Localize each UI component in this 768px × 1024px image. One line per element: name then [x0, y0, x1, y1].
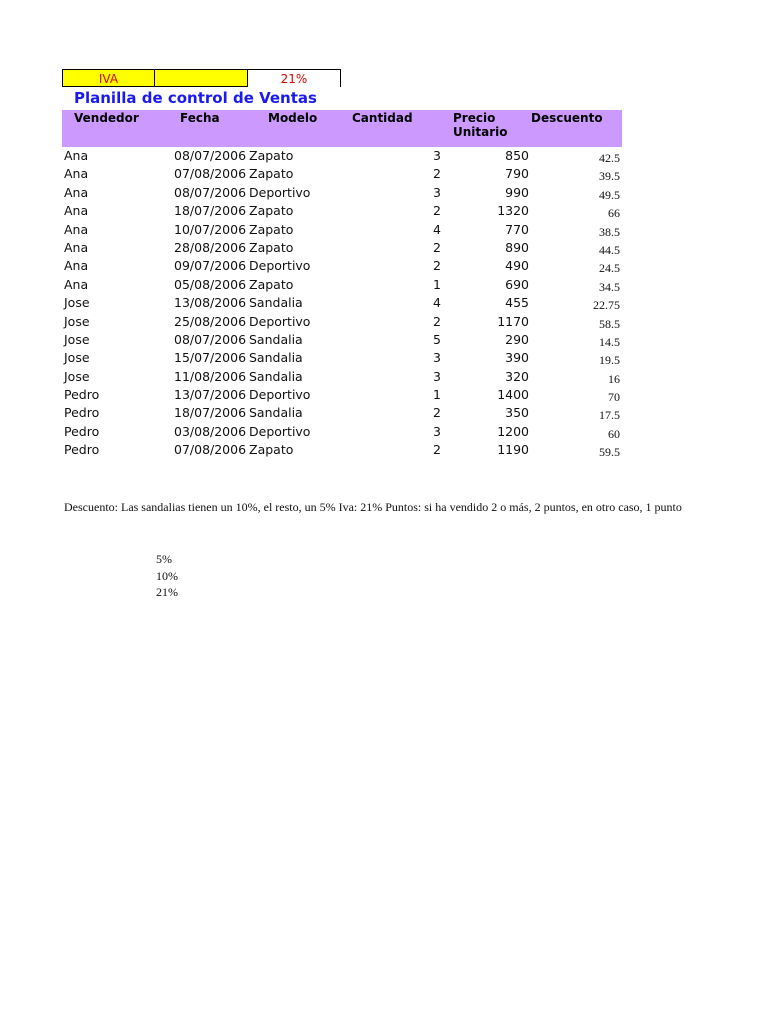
cell-modelo[interactable]: Sandalia	[249, 295, 303, 311]
cell-cantidad[interactable]: 2	[433, 313, 441, 329]
table-body	[0, 147, 768, 460]
table-row	[0, 276, 768, 294]
cell-descuento[interactable]: 59.5	[599, 445, 620, 460]
cell-cantidad[interactable]: 2	[433, 442, 441, 458]
cell-cantidad[interactable]: 4	[433, 295, 441, 311]
cell-modelo[interactable]: Zapato	[249, 148, 294, 163]
table-row	[0, 331, 768, 349]
percentage-cell[interactable]: 5%	[156, 552, 172, 566]
cell-modelo[interactable]: Zapato	[249, 442, 294, 458]
cell-modelo[interactable]: Sandalia	[249, 350, 303, 366]
cell-fecha[interactable]: 07/08/2006	[174, 166, 247, 182]
cell-cantidad[interactable]: 3	[433, 148, 441, 163]
table-row	[0, 184, 768, 202]
cell-fecha[interactable]: 10/07/2006	[174, 221, 247, 237]
cell-modelo[interactable]: Zapato	[249, 221, 294, 237]
cell-descuento[interactable]: 70	[608, 390, 620, 405]
header-precio-unitario[interactable]	[453, 111, 508, 139]
cell-vendedor[interactable]: Ana	[64, 258, 89, 274]
cell-modelo[interactable]: Zapato	[249, 166, 294, 182]
percentage-cell[interactable]: 21%	[156, 585, 178, 599]
cell-precio[interactable]: 1170	[497, 313, 529, 329]
cell-vendedor[interactable]: Pedro	[64, 423, 100, 439]
cell-fecha[interactable]: 07/08/2006	[174, 442, 247, 458]
cell-fecha[interactable]: 08/07/2006	[174, 331, 247, 347]
header-cantidad[interactable]: Cantidad	[352, 111, 413, 125]
cell-descuento[interactable]: 60	[608, 426, 620, 441]
cell-fecha[interactable]: 13/07/2006	[174, 387, 247, 403]
cell-vendedor[interactable]: Ana	[64, 203, 89, 219]
cell-fecha[interactable]: 08/07/2006	[174, 184, 247, 200]
cell-vendedor[interactable]: Jose	[64, 313, 90, 329]
table-row	[0, 386, 768, 404]
cell-descuento[interactable]: 16	[608, 371, 620, 386]
cell-precio[interactable]: 490	[505, 258, 529, 274]
cell-precio[interactable]: 390	[505, 350, 529, 366]
cell-cantidad[interactable]: 3	[433, 423, 441, 439]
cell-descuento[interactable]: 14.5	[599, 334, 620, 349]
cell-vendedor[interactable]: Ana	[64, 184, 89, 200]
note-text[interactable]: Descuento: Las sandalias tienen un 10%, el resto, un 5% Iva: 21% Puntos: si ha vendido 2 o más, 2 puntos, en otro caso, 1 punto	[64, 500, 682, 514]
cell-cantidad[interactable]: 3	[433, 184, 441, 200]
table-row	[0, 165, 768, 183]
cell-modelo[interactable]: Deportivo	[249, 387, 311, 403]
cell-vendedor[interactable]: Ana	[64, 276, 89, 292]
cell-precio[interactable]: 770	[505, 221, 529, 237]
header-modelo[interactable]: Modelo	[268, 111, 318, 125]
cell-vendedor[interactable]: Ana	[64, 148, 89, 163]
cell-precio[interactable]: 455	[505, 295, 529, 311]
table-row	[0, 368, 768, 386]
cell-fecha[interactable]: 18/07/2006	[174, 203, 247, 219]
cell-precio[interactable]: 690	[505, 276, 529, 292]
cell-fecha[interactable]: 11/08/2006	[174, 368, 247, 384]
table-row	[0, 423, 768, 441]
iva-band	[62, 69, 341, 88]
cell-modelo[interactable]: Sandalia	[249, 405, 303, 421]
cell-modelo[interactable]: Deportivo	[249, 184, 311, 200]
table-row	[0, 239, 768, 257]
cell-fecha[interactable]: 03/08/2006	[174, 423, 247, 439]
cell-descuento[interactable]: 42.5	[599, 151, 620, 165]
table-row	[0, 257, 768, 275]
cell-fecha[interactable]: 28/08/2006	[174, 239, 247, 255]
cell-descuento[interactable]: 19.5	[599, 353, 620, 368]
cell-vendedor[interactable]: Ana	[64, 221, 89, 237]
table-row	[0, 404, 768, 422]
table-row	[0, 349, 768, 367]
header-descuento[interactable]: Descuento	[531, 111, 603, 125]
cell-modelo[interactable]: Zapato	[249, 239, 294, 255]
cell-descuento[interactable]: 66	[608, 206, 620, 221]
cell-modelo[interactable]: Zapato	[249, 276, 294, 292]
table-row	[0, 294, 768, 312]
cell-precio[interactable]: 320	[505, 368, 529, 384]
iva-label-cell[interactable]: IVA	[62, 69, 155, 87]
cell-cantidad[interactable]: 2	[433, 239, 441, 255]
cell-vendedor[interactable]: Ana	[64, 239, 89, 255]
cell-vendedor[interactable]: Ana	[64, 166, 89, 182]
cell-vendedor[interactable]: Pedro	[64, 442, 100, 458]
cell-fecha[interactable]: 18/07/2006	[174, 405, 247, 421]
cell-descuento[interactable]: 24.5	[599, 261, 620, 276]
table-row	[0, 313, 768, 331]
cell-precio[interactable]: 350	[505, 405, 529, 421]
cell-cantidad[interactable]: 3	[433, 368, 441, 384]
cell-descuento[interactable]: 58.5	[599, 316, 620, 331]
cell-cantidad[interactable]: 2	[433, 258, 441, 274]
cell-modelo[interactable]: Deportivo	[249, 258, 311, 274]
cell-cantidad[interactable]: 3	[433, 350, 441, 366]
table-row	[0, 441, 768, 459]
header-precio-line1: Precio	[453, 111, 496, 125]
cell-precio[interactable]: 1400	[497, 387, 529, 403]
cell-fecha[interactable]: 08/07/2006	[174, 148, 247, 163]
cell-descuento[interactable]: 34.5	[599, 279, 620, 294]
iva-middle-cell[interactable]	[154, 69, 248, 87]
cell-modelo[interactable]: Zapato	[249, 203, 294, 219]
cell-modelo[interactable]: Deportivo	[249, 423, 311, 439]
percentage-list	[156, 551, 178, 601]
sheet-title: Planilla de control de Ventas	[74, 89, 317, 107]
cell-vendedor[interactable]: Pedro	[64, 387, 100, 403]
cell-modelo[interactable]: Sandalia	[249, 331, 303, 347]
percentage-cell[interactable]: 10%	[156, 568, 178, 583]
cell-vendedor[interactable]: Jose	[64, 295, 90, 311]
cell-cantidad[interactable]: 2	[433, 166, 441, 182]
cell-precio[interactable]: 850	[505, 148, 529, 163]
cell-descuento[interactable]: 22.75	[593, 298, 620, 313]
table-row	[0, 147, 768, 165]
cell-precio[interactable]: 790	[505, 166, 529, 182]
header-precio-line2: Unitario	[453, 125, 508, 139]
header-vendedor[interactable]: Vendedor	[74, 111, 139, 125]
cell-precio[interactable]: 1320	[497, 203, 529, 219]
cell-cantidad[interactable]: 1	[433, 387, 441, 403]
cell-descuento[interactable]: 44.5	[599, 242, 620, 257]
cell-cantidad[interactable]: 2	[433, 203, 441, 219]
cell-cantidad[interactable]: 5	[433, 331, 441, 347]
cell-precio[interactable]: 1200	[497, 423, 529, 439]
cell-fecha[interactable]: 09/07/2006	[174, 258, 247, 274]
cell-modelo[interactable]: Sandalia	[249, 368, 303, 384]
table-header	[62, 110, 622, 147]
cell-vendedor[interactable]: Jose	[64, 350, 90, 366]
cell-fecha[interactable]: 15/07/2006	[174, 350, 247, 366]
cell-fecha[interactable]: 25/08/2006	[174, 313, 247, 329]
cell-precio[interactable]: 1190	[497, 442, 529, 458]
cell-modelo[interactable]: Deportivo	[249, 313, 311, 329]
cell-vendedor[interactable]: Pedro	[64, 405, 100, 421]
cell-descuento[interactable]: 39.5	[599, 169, 620, 184]
cell-descuento[interactable]: 49.5	[599, 187, 620, 202]
iva-value-cell[interactable]: 21%	[247, 69, 341, 87]
cell-cantidad[interactable]: 2	[433, 405, 441, 421]
header-fecha[interactable]: Fecha	[180, 111, 220, 125]
cell-descuento[interactable]: 38.5	[599, 224, 620, 239]
cell-descuento[interactable]: 17.5	[599, 408, 620, 423]
cell-cantidad[interactable]: 1	[433, 276, 441, 292]
cell-fecha[interactable]: 05/08/2006	[174, 276, 247, 292]
cell-precio[interactable]: 290	[505, 331, 529, 347]
cell-cantidad[interactable]: 4	[433, 221, 441, 237]
cell-vendedor[interactable]: Jose	[64, 368, 90, 384]
cell-precio[interactable]: 890	[505, 239, 529, 255]
cell-fecha[interactable]: 13/08/2006	[174, 295, 247, 311]
cell-vendedor[interactable]: Jose	[64, 331, 90, 347]
cell-precio[interactable]: 990	[505, 184, 529, 200]
table-row	[0, 221, 768, 239]
table-row	[0, 202, 768, 220]
